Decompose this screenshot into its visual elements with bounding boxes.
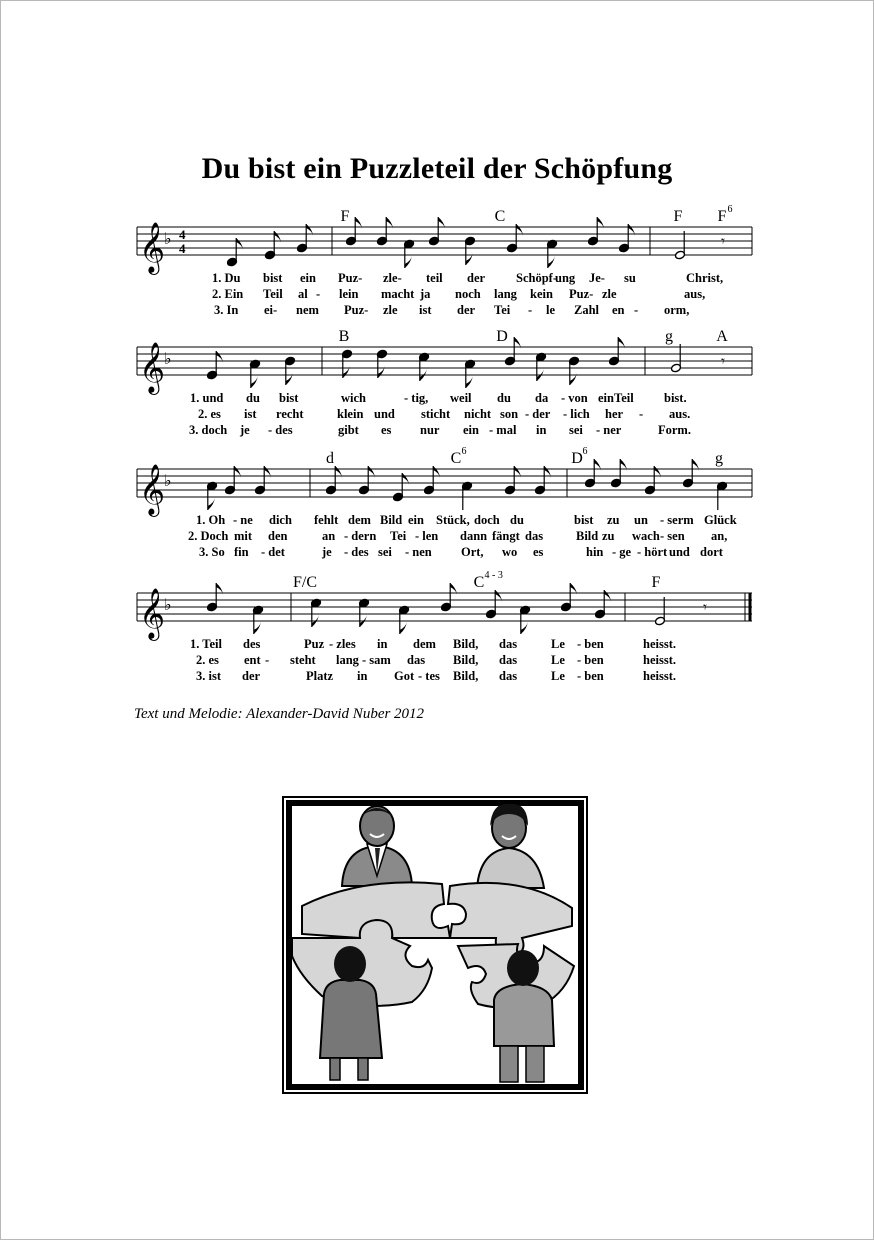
lyric-verse-1-syllable: bist (574, 513, 594, 527)
lyric-verse-2-syllable: ja (420, 287, 431, 301)
lyric-verse-2-syllable: 2. Doch (188, 529, 229, 543)
lyric-verse-3-syllable: ein (463, 423, 479, 437)
lyric-verse-3-syllable: Le (551, 669, 565, 683)
half-note (671, 344, 682, 373)
lyric-verse-2-syllable: - sen (660, 529, 685, 543)
note (227, 238, 244, 267)
chord-symbol: C (473, 574, 485, 591)
lyric-verse-1-syllable: Le (551, 637, 565, 651)
note (399, 605, 410, 634)
note (536, 352, 547, 381)
lyric-verse-3-syllable: je (240, 423, 250, 437)
lyric-verse-3-syllable: 3. doch (189, 423, 228, 437)
lyric-verse-2-syllable: und (374, 407, 395, 421)
lyric-verse-1-syllable: ein (408, 513, 424, 527)
lyric-verse-3-syllable: Got (394, 669, 415, 683)
flat-key-signature-icon: ♭ (164, 473, 172, 490)
chord-symbol: D (571, 450, 583, 467)
lyric-verse-2-syllable: her (605, 407, 624, 421)
chord-symbol: F (717, 208, 727, 225)
lyric-verse-1-syllable: du (510, 513, 524, 527)
chord-symbol: F/C (292, 574, 318, 591)
lyric-verse-3-syllable: in (536, 423, 547, 437)
lyric-verse-2-syllable: lang (336, 653, 359, 667)
lyric-verse-1-syllable: da (535, 391, 549, 405)
lyric-verse-1-syllable: - von (561, 391, 588, 405)
lyric-verse-2-syllable: Le (551, 653, 565, 667)
lyric-verse-3-syllable: sei (569, 423, 583, 437)
chord-symbol: F (673, 208, 683, 225)
lyric-verse-3-syllable: - mal (489, 423, 517, 437)
lyric-verse-2-syllable: klein (337, 407, 364, 421)
lyric-verse-1-syllable: wich (341, 391, 366, 405)
note (465, 359, 476, 388)
lyric-verse-3-syllable: - ben (577, 669, 604, 683)
lyric-verse-1-syllable: du (246, 391, 260, 405)
lyrics (212, 271, 723, 317)
note (359, 598, 370, 627)
lyric-verse-2-syllable: aus, (684, 287, 706, 301)
lyric-verse-3-syllable: das (499, 669, 518, 683)
note (253, 605, 264, 634)
lyric-verse-3-syllable: sei (378, 545, 392, 559)
lyric-verse-2-syllable: das (525, 529, 544, 543)
chord-symbol: D (496, 328, 508, 345)
lyric-verse-2-syllable: Bild, (453, 653, 479, 667)
lyric-verse-2-syllable: den (268, 529, 288, 543)
lyric-verse-3-syllable: 3. So (199, 545, 225, 559)
lyric-verse-2-syllable: lein (339, 287, 359, 301)
lyric-verse-3-syllable: le (546, 303, 556, 317)
lyric-verse-2-syllable: 2. es (198, 407, 221, 421)
flat-key-signature-icon: ♭ (164, 351, 172, 368)
lyric-verse-3-syllable: zle (383, 303, 398, 317)
lyric-verse-1-syllable: bist (279, 391, 299, 405)
music-system-2 (0, 320, 874, 440)
lyric-verse-3-syllable: in (357, 669, 368, 683)
lyric-verse-1-syllable: - ben (577, 637, 604, 651)
lyric-verse-1-syllable: in (377, 637, 388, 651)
lyric-verse-3-syllable: Platz (306, 669, 334, 683)
lyric-verse-1-syllable: ein (598, 391, 614, 405)
lyric-verse-1-syllable: des (243, 637, 261, 651)
lyric-verse-2-syllable: son (500, 407, 519, 421)
chord-symbol: C (494, 208, 506, 225)
note (462, 481, 473, 510)
lyric-verse-3-syllable: gibt (338, 423, 359, 437)
chord-superscript: 4 - 3 (484, 570, 503, 581)
note (207, 481, 218, 510)
lyric-verse-2-syllable: Bild (576, 529, 599, 543)
lyric-verse-1-syllable: Puz (304, 637, 325, 651)
chord-symbols (326, 446, 723, 467)
lyric-verse-3-syllable: ei- (264, 303, 278, 317)
lyric-verse-3-syllable: nur (420, 423, 440, 437)
note (520, 605, 531, 634)
lyric-verse-1-syllable: Bild, (453, 637, 479, 651)
lyric-verse-2-syllable: lang (494, 287, 517, 301)
half-note (675, 231, 686, 260)
chord-symbol: C (450, 450, 462, 467)
lyric-verse-1-syllable: Bild (380, 513, 403, 527)
note (547, 239, 558, 268)
lyric-verse-1-syllable: fehlt (314, 513, 339, 527)
lyric-verse-2-syllable: fängt (492, 529, 520, 543)
lyric-verse-2-syllable: - sam (362, 653, 391, 667)
lyric-verse-2-syllable: kein (530, 287, 553, 301)
lyric-verse-3-syllable: es (533, 545, 544, 559)
chord-symbol: g (715, 450, 723, 467)
lyric-verse-2-syllable: zle (602, 287, 617, 301)
flat-key-signature-icon: ♭ (164, 597, 172, 614)
treble-clef-icon: 𝄞 (139, 223, 166, 272)
lyric-verse-1-syllable: - ne (233, 513, 253, 527)
lyric-verse-3-syllable: - (634, 303, 639, 317)
lyric-verse-2-syllable: 2. Ein (212, 287, 244, 301)
lyric-verse-3-syllable: orm, (664, 303, 690, 317)
lyric-verse-3-syllable: 3. In (214, 303, 239, 317)
lyric-verse-2-syllable: nicht (464, 407, 492, 421)
lyric-verse-2-syllable: Teil (263, 287, 283, 301)
treble-clef-icon: 𝄞 (139, 343, 166, 392)
lyric-verse-2-syllable: ent (244, 653, 261, 667)
lyric-verse-2-syllable: - ben (577, 653, 604, 667)
lyric-verse-3-syllable: - (528, 303, 533, 317)
lyric-verse-2-syllable: zu (602, 529, 615, 543)
lyric-verse-1-syllable: ung (555, 271, 576, 285)
lyric-verse-3-syllable: hin (586, 545, 604, 559)
note (285, 356, 296, 385)
lyric-verse-2-syllable: das (499, 653, 518, 667)
chord-superscript: 6 (582, 446, 588, 457)
lyric-verse-1-syllable: zle- (383, 271, 402, 285)
chord-superscript: 6 (461, 446, 467, 457)
lyric-verse-3-syllable: fin (234, 545, 249, 559)
lyric-verse-3-syllable: ist (419, 303, 432, 317)
lyric-verse-3-syllable: der (457, 303, 476, 317)
note (404, 239, 415, 268)
eighth-rest-icon: 𝄾 (721, 234, 725, 250)
lyric-verse-1-syllable: Je- (589, 271, 605, 285)
half-note (655, 597, 666, 626)
lyric-verse-1-syllable: teil (426, 271, 443, 285)
lyric-verse-2-syllable: al (298, 287, 308, 301)
note (250, 359, 261, 388)
lyric-verse-3-syllable: Zahl (574, 303, 600, 317)
lyric-verse-3-syllable: dort (700, 545, 723, 559)
lyric-verse-1-syllable: 1. Du (212, 271, 241, 285)
lyric-verse-2-syllable: - (265, 653, 270, 667)
lyric-verse-1-syllable: bist. (664, 391, 687, 405)
note (377, 349, 388, 378)
lyric-verse-1-syllable: 1. Oh (196, 513, 226, 527)
eighth-rest-icon: 𝄾 (703, 600, 707, 616)
time-sig-top: 4 (179, 227, 186, 242)
lyric-verse-1-syllable: Puz- (338, 271, 363, 285)
lyric-verse-3-syllable: - des (268, 423, 293, 437)
song-title: Du bist ein Puzzleteil der Schöpfung (201, 152, 673, 185)
lyric-verse-3-syllable: 3. ist (196, 669, 221, 683)
lyric-verse-1-syllable: Schöpf- (516, 271, 557, 285)
note (342, 349, 353, 378)
lyric-verse-1-syllable: dem (413, 637, 436, 651)
lyric-verse-3-syllable: Puz- (344, 303, 369, 317)
chord-symbol: B (338, 328, 350, 345)
chord-symbols (293, 570, 661, 591)
lyric-verse-3-syllable: - des (344, 545, 369, 559)
lyric-verse-2-syllable: - dern (344, 529, 377, 543)
lyric-verse-2-syllable: Tei (390, 529, 407, 543)
lyric-verse-2-syllable: ist (244, 407, 257, 421)
treble-clef-icon: 𝄞 (139, 465, 166, 514)
lyric-verse-2-syllable: - der (525, 407, 551, 421)
lyric-verse-2-syllable: - (639, 407, 644, 421)
puzzle-people-illustration (282, 796, 588, 1094)
lyric-verse-1-syllable: - zles (329, 637, 356, 651)
lyric-verse-1-syllable: weil (450, 391, 472, 405)
lyric-verse-1-syllable: Glück (704, 513, 737, 527)
lyric-verse-2-syllable: wach (632, 529, 660, 543)
lyric-verse-3-syllable: Ort, (461, 545, 484, 559)
chord-symbol: F (651, 574, 661, 591)
note (311, 598, 322, 627)
lyric-verse-1-syllable: Stück, (436, 513, 470, 527)
lyric-verse-3-syllable: - ner (596, 423, 622, 437)
lyric-verse-1-syllable: dem (348, 513, 371, 527)
lyric-verse-2-syllable: aus. (669, 407, 691, 421)
lyric-verse-3-syllable: - tes (418, 669, 440, 683)
chord-symbol: F (340, 208, 350, 225)
lyric-verse-1-syllable: Christ, (686, 271, 724, 285)
lyric-verse-3-syllable: heisst. (643, 669, 676, 683)
lyric-verse-2-syllable: an, (711, 529, 728, 543)
lyric-verse-2-syllable: das (407, 653, 426, 667)
lyric-verse-1-syllable: ein (300, 271, 316, 285)
lyrics (188, 513, 737, 559)
chord-superscript: 6 (727, 204, 733, 215)
lyric-verse-3-syllable: - nen (405, 545, 432, 559)
lyric-verse-3-syllable: Tei (494, 303, 511, 317)
note (419, 352, 430, 381)
lyric-verse-2-syllable: steht (290, 653, 316, 667)
notes (207, 459, 728, 510)
chord-symbols (339, 328, 729, 345)
lyric-verse-1-syllable: dich (269, 513, 292, 527)
lyric-verse-2-syllable: mit (234, 529, 253, 543)
time-sig-bottom: 4 (179, 241, 186, 256)
lyric-verse-2-syllable: 2. es (196, 653, 219, 667)
lyrics (190, 637, 676, 683)
chord-symbol: g (665, 328, 673, 345)
lyric-verse-2-syllable: - (316, 287, 321, 301)
lyric-verse-1-syllable: doch (474, 513, 500, 527)
music-system-1 (0, 200, 874, 320)
lyric-verse-3-syllable: nem (296, 303, 319, 317)
lyric-verse-1-syllable: der (467, 271, 486, 285)
lyric-verse-1-syllable: zu (607, 513, 620, 527)
lyric-verse-1-syllable: Teil (614, 391, 634, 405)
lyric-verse-1-syllable: su (624, 271, 636, 285)
lyric-verse-3-syllable: wo (502, 545, 518, 559)
lyric-verse-2-syllable: heisst. (643, 653, 676, 667)
lyric-verse-3-syllable: je (322, 545, 332, 559)
note (465, 236, 476, 265)
lyric-verse-2-syllable: an (322, 529, 336, 543)
notes (207, 337, 725, 388)
lyric-verse-3-syllable: es (381, 423, 392, 437)
lyric-verse-3-syllable: en (612, 303, 625, 317)
music-system-3 (0, 442, 874, 562)
lyric-verse-1-syllable: das (499, 637, 518, 651)
music-system-4 (0, 566, 874, 686)
eighth-rest-icon: 𝄾 (721, 354, 725, 370)
chord-symbol: A (716, 328, 728, 345)
lyric-verse-2-syllable: macht (381, 287, 415, 301)
lyric-verse-2-syllable: dann (460, 529, 488, 543)
credit-line: Text und Melodie: Alexander-David Nuber 2012 (134, 706, 425, 722)
lyric-verse-1-syllable: - serm (660, 513, 694, 527)
treble-clef-icon: 𝄞 (139, 589, 166, 638)
lyric-verse-1-syllable: du (497, 391, 511, 405)
lyric-verse-1-syllable: - tig, (404, 391, 429, 405)
lyric-verse-3-syllable: - det (261, 545, 285, 559)
lyric-verse-2-syllable: - lich (563, 407, 590, 421)
lyric-verse-1-syllable: 1. und (190, 391, 224, 405)
lyric-verse-1-syllable: bist (263, 271, 283, 285)
lyric-verse-3-syllable: Bild, (453, 669, 479, 683)
lyric-verse-2-syllable: recht (276, 407, 304, 421)
lyric-verse-2-syllable: noch (455, 287, 481, 301)
note (569, 356, 580, 385)
lyric-verse-2-syllable: Puz- (569, 287, 594, 301)
lyric-verse-3-syllable: Form. (658, 423, 691, 437)
notes (207, 583, 707, 634)
lyric-verse-3-syllable: der (242, 669, 261, 683)
lyric-verse-2-syllable: sticht (421, 407, 451, 421)
lyric-verse-3-syllable: - ge (612, 545, 632, 559)
lyric-verse-1-syllable: un (634, 513, 648, 527)
lyric-verse-3-syllable: - hört (637, 545, 668, 559)
lyric-verse-1-syllable: heisst. (643, 637, 676, 651)
chord-symbols (341, 204, 733, 225)
chord-symbol: d (326, 450, 334, 467)
lyric-verse-3-syllable: und (669, 545, 690, 559)
lyric-verse-1-syllable: 1. Teil (190, 637, 222, 651)
lyrics (189, 391, 691, 437)
flat-key-signature-icon: ♭ (164, 231, 172, 248)
lyric-verse-2-syllable: - len (415, 529, 439, 543)
note (717, 481, 728, 510)
